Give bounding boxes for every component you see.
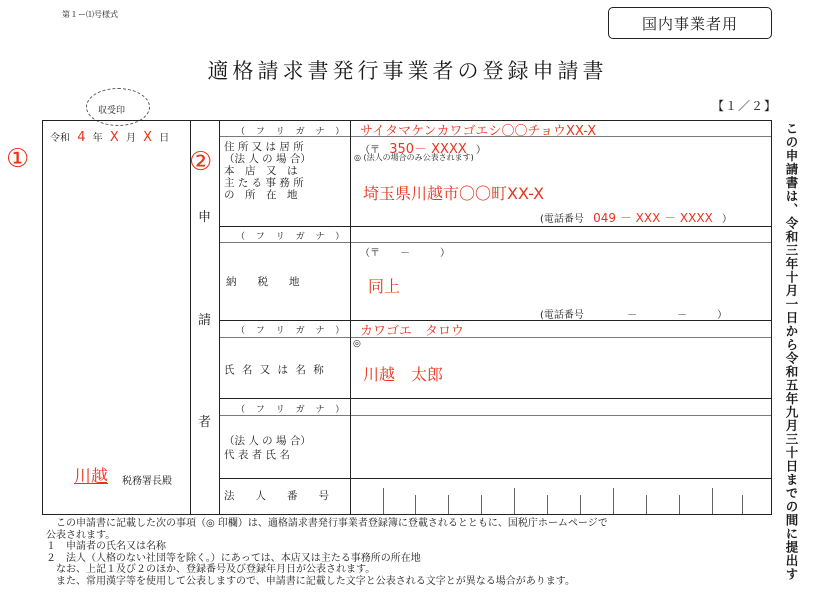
day-unit: 日 bbox=[159, 133, 170, 144]
step-marker-2: ② bbox=[189, 147, 213, 177]
notice-line: 公表されます。 bbox=[46, 529, 116, 541]
page-indicator: 【１／２】 bbox=[712, 99, 778, 113]
name-value[interactable]: 川越 太郎 bbox=[363, 365, 444, 384]
year-unit: 年 bbox=[92, 133, 103, 144]
address-furigana-value[interactable]: サイタマケンカワゴエシ〇〇チョウXX-X bbox=[360, 124, 597, 139]
publication-notice bbox=[46, 518, 776, 587]
divider-left-panel bbox=[190, 120, 191, 515]
representative-name-field[interactable] bbox=[352, 420, 770, 476]
row-divider-taxplace-furigana bbox=[219, 242, 772, 243]
address-label-line: 主 た る 事 務 所 bbox=[224, 177, 304, 189]
date-month-value[interactable]: X bbox=[109, 130, 119, 145]
applicant-label-2: 請 bbox=[198, 313, 212, 328]
corp-number-field[interactable] bbox=[352, 482, 770, 513]
taxplace-phone-blank: － － ） bbox=[627, 310, 728, 321]
step-marker-1: ① bbox=[6, 144, 30, 174]
month-unit: 月 bbox=[125, 133, 136, 144]
taxplace-postal[interactable]: （〒 － ） bbox=[360, 248, 450, 259]
taxplace-label: 納 税 地 bbox=[226, 276, 300, 288]
rep-label bbox=[224, 435, 311, 461]
phone-suffix: ） bbox=[722, 214, 732, 225]
address-label-line: 本 店 又 は bbox=[224, 165, 298, 177]
receipt-stamp-label: 収受印 bbox=[96, 103, 127, 116]
address-label-line: （法 人 の 場 合） bbox=[224, 153, 311, 165]
corp-number-label: 法 人 番 号 bbox=[224, 490, 329, 502]
postal-suffix: ） bbox=[475, 145, 486, 156]
phone-value[interactable]: 049 － XXX － XXXX bbox=[593, 211, 713, 225]
notice-line: また、常用漢字等を使用して公表しますので、申請書に記載した文字と公表される文字とが異なる場合があります。 bbox=[46, 575, 575, 587]
rep-label-line: 代 表 者 氏 名 bbox=[224, 449, 290, 461]
rep-furigana-label: （ フ リ ガ ナ ） bbox=[236, 405, 349, 415]
postal-code-value[interactable]: 350－ XXXX bbox=[389, 142, 467, 157]
address-furigana-label: （ フ リ ガ ナ ） bbox=[236, 127, 349, 137]
address-value[interactable]: 埼玉県川越市〇〇町XX-X bbox=[363, 184, 545, 203]
row-divider-name-furigana bbox=[219, 337, 772, 338]
taxplace-furigana-label: （ フ リ ガ ナ ） bbox=[236, 232, 349, 242]
notice-line: なお、上記１及び２のほか、登録番号及び登録年月日が公表されます。 bbox=[46, 564, 376, 575]
page-title: 適格請求書発行事業者の登録申請書 bbox=[207, 59, 608, 83]
era-label: 令和 bbox=[50, 133, 70, 144]
notice-line: この申請書に記載した次の事項（◎ 印欄）は、適格請求書発行事業者登録簿に登載されるとともに、国税庁ホームページで bbox=[46, 518, 608, 529]
row-divider-representative bbox=[219, 478, 772, 479]
address-label bbox=[224, 141, 350, 201]
address-label-line: 住 所 又 は 居 所 bbox=[224, 141, 304, 153]
taxplace-phone-label: (電話番号 bbox=[540, 310, 584, 321]
date-day-value[interactable]: X bbox=[143, 130, 153, 145]
disclosure-note: ◎ (法人の場合のみ公表されます) bbox=[354, 153, 474, 162]
address-label-line: の 所 在 地 bbox=[224, 189, 298, 201]
postal-prefix: （〒 bbox=[360, 145, 380, 156]
domestic-business-badge: 国内事業者用 bbox=[608, 7, 772, 39]
name-furigana-label: （ フ リ ガ ナ ） bbox=[236, 326, 349, 336]
notice-line: ２ 法人（人格のない社団等を除く。）にあっては、本店又は主たる事務所の所在地 bbox=[46, 552, 421, 564]
divider-applicant-column bbox=[219, 120, 220, 515]
name-label: 氏 名 又 は 名 称 bbox=[224, 364, 326, 376]
notice-line: １ 申請者の氏名又は名称 bbox=[46, 541, 166, 552]
date-year-value[interactable]: 4 bbox=[77, 130, 86, 145]
address-phone[interactable] bbox=[540, 209, 732, 226]
taxplace-value[interactable]: 同上 bbox=[368, 277, 401, 296]
row-divider-address bbox=[219, 226, 772, 227]
row-divider-name bbox=[219, 398, 772, 399]
divider-label-column bbox=[350, 120, 351, 515]
rep-label-line: （法 人 の 場 合） bbox=[224, 435, 311, 447]
tax-office-name[interactable]: 川越 bbox=[74, 467, 108, 487]
tax-office-suffix: 税務署長殿 bbox=[122, 476, 172, 487]
submission-period-note: この申請書は、令和三年十月一日から令和五年九月三十日までの間に提出す bbox=[784, 122, 799, 581]
name-furigana-value[interactable]: カワゴエ タロウ bbox=[360, 324, 465, 339]
applicant-label-1: 申 bbox=[198, 210, 212, 225]
row-divider-rep-furigana bbox=[219, 415, 772, 416]
disclosure-mark: ◎ bbox=[353, 339, 361, 349]
taxplace-phone[interactable] bbox=[540, 306, 727, 321]
applicant-label-3: 者 bbox=[198, 415, 212, 430]
submission-date[interactable] bbox=[50, 129, 173, 145]
phone-label: (電話番号 bbox=[540, 214, 584, 225]
form-number: 第１ー⑴号様式 bbox=[62, 10, 118, 19]
